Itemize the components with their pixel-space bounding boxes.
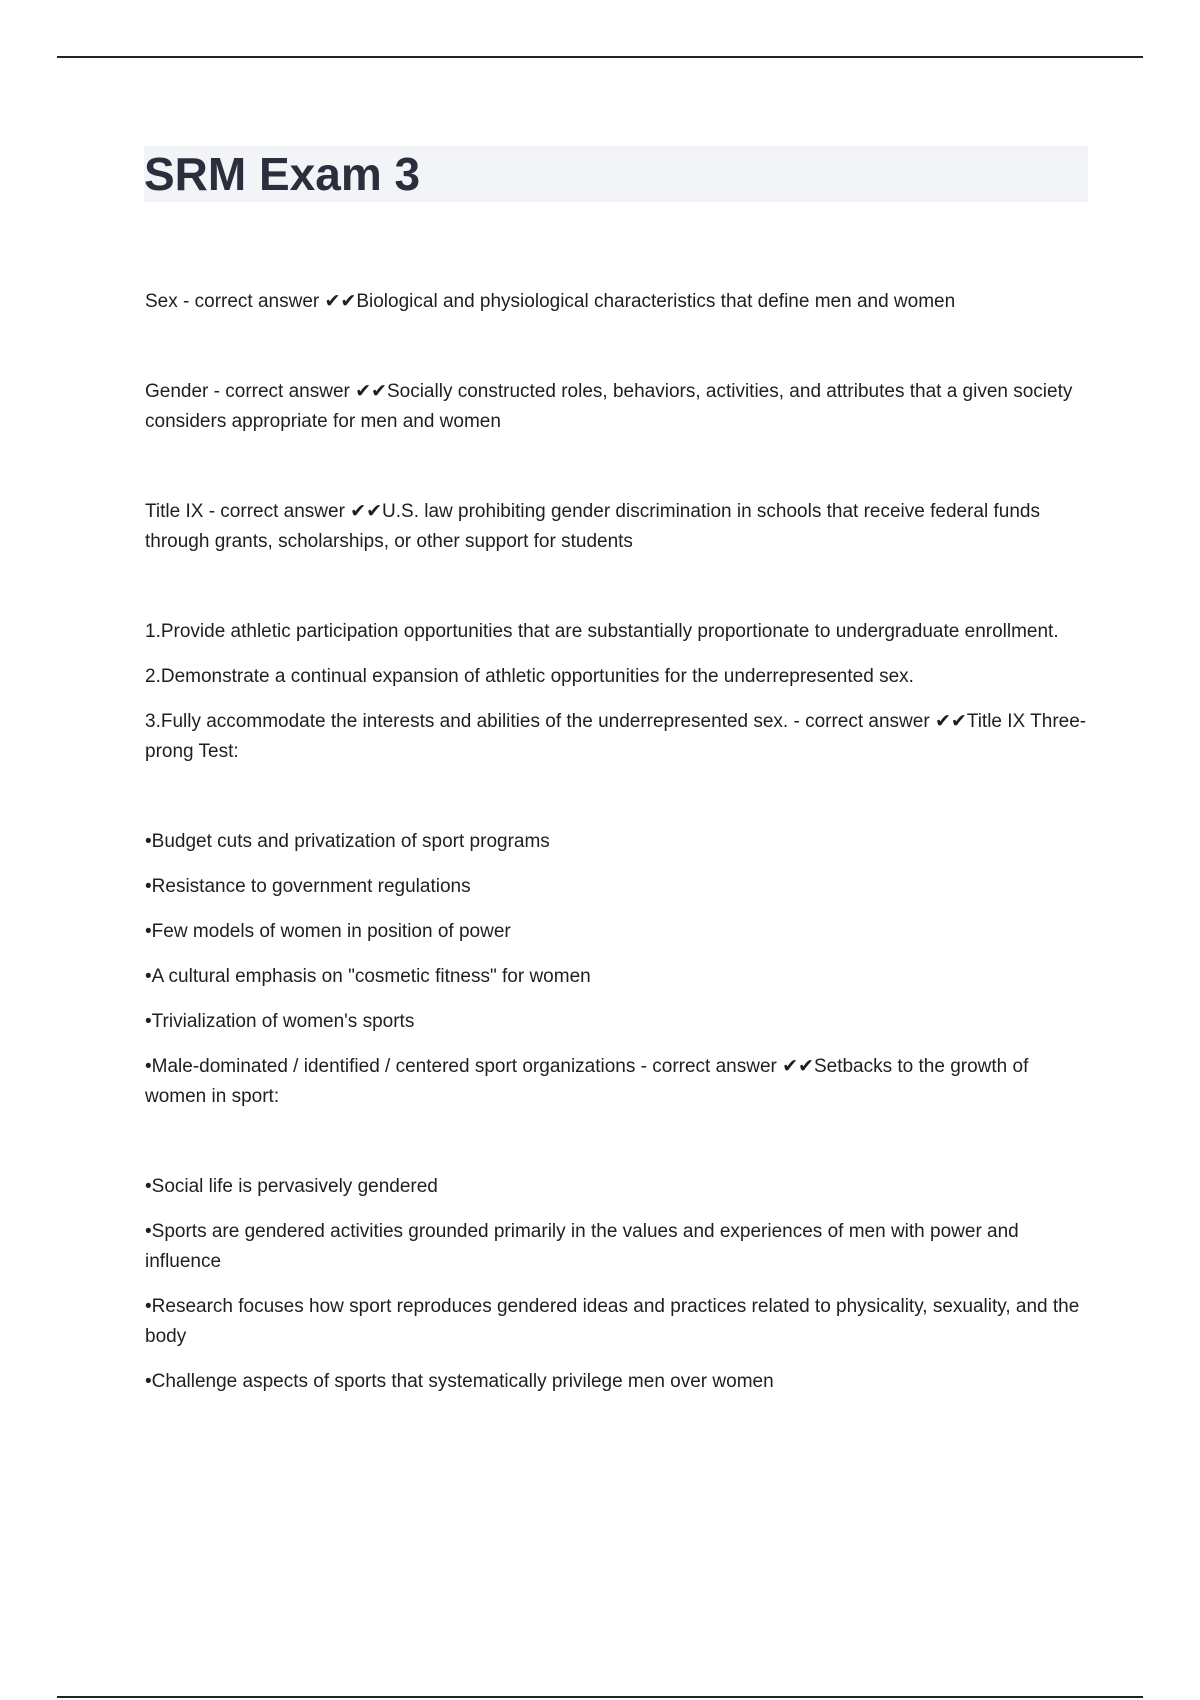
list-item: 2.Demonstrate a continual expansion of athletic opportunities for the underrepresented sex. (145, 666, 914, 687)
entry-sex: Sex - correct answer ✔✔Biological and physiological characteristics that define men and women (145, 291, 956, 312)
list-item: •Social life is pervasively gendered (145, 1176, 438, 1197)
list-item: •Resistance to government regulations (145, 876, 471, 897)
page-title: SRM Exam 3 (144, 148, 421, 200)
list-item: •Sports are gendered activities grounded primarily in the values and experiences of men with power and influence (145, 1221, 1019, 1272)
list-item: 1.Provide athletic participation opportunities that are substantially proportionate to undergraduate enrollment. (145, 621, 1059, 642)
list-item: •Research focuses how sport reproduces gendered ideas and practices related to physicality, sexuality, and the body (145, 1296, 1080, 1347)
list-item: •Few models of women in position of power (145, 921, 511, 942)
document-body (145, 287, 1089, 1397)
top-rule (57, 56, 1143, 58)
entry-feminist-theory (145, 1172, 1089, 1397)
list-item: •Budget cuts and privatization of sport programs (145, 831, 550, 852)
entry-setbacks (145, 827, 1089, 1112)
list-item: •Challenge aspects of sports that systematically privilege men over women (145, 1371, 774, 1392)
entry-gender: Gender - correct answer ✔✔Socially constructed roles, behaviors, activities, and attributes that a given society considers appropriate for men and women (145, 381, 1073, 432)
bottom-rule (57, 1696, 1143, 1698)
list-item: •Trivialization of women's sports (145, 1011, 415, 1032)
entry-title-ix: Title IX - correct answer ✔✔U.S. law prohibiting gender discrimination in schools that receive federal funds through grants, scholarships, or other support for students (145, 501, 1040, 552)
list-item: 3.Fully accommodate the interests and abilities of the underrepresented sex. - correct answer ✔✔Title IX Three-prong Test: (145, 711, 1087, 762)
list-item: •A cultural emphasis on "cosmetic fitness" for women (145, 966, 591, 987)
entry-three-prong-test (145, 617, 1089, 767)
title-bar (144, 146, 1088, 202)
list-item: •Male-dominated / identified / centered sport organizations - correct answer ✔✔Setbacks to the growth of women in sport: (145, 1056, 1029, 1107)
